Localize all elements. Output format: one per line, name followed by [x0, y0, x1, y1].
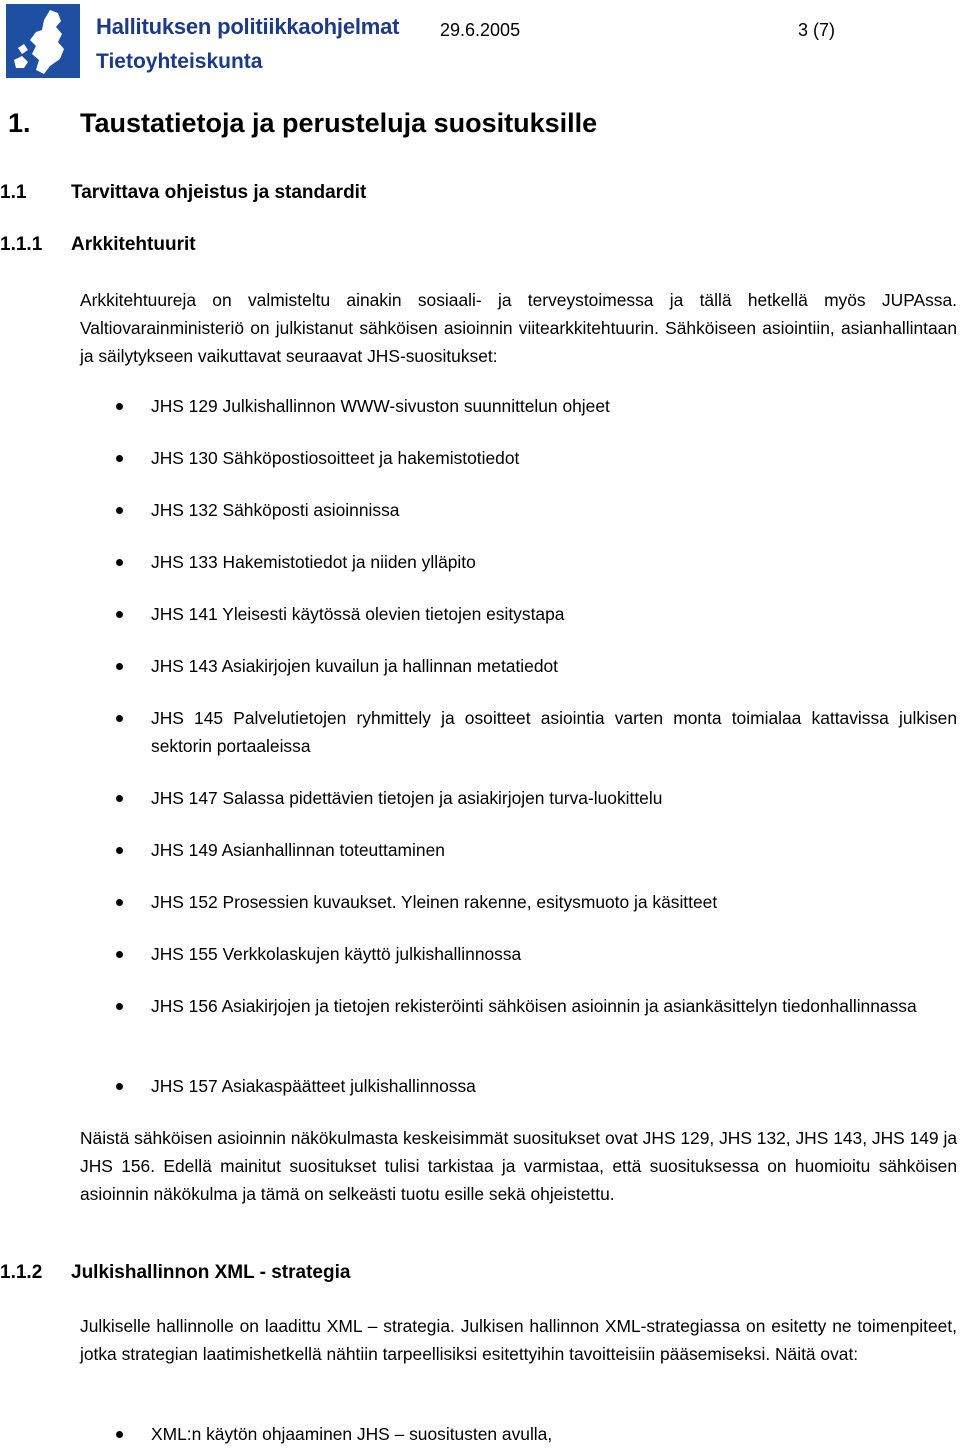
list-item: [151, 444, 957, 472]
list-item: [151, 836, 957, 864]
section-number: 1.1.2: [0, 1262, 43, 1283]
section-title: Tarvittava ohjeistus ja standardit: [71, 182, 367, 203]
bullet-icon: [116, 899, 123, 906]
list-item-text: JHS 157 Asiakaspäätteet julkishallinnossa: [151, 1076, 476, 1096]
list-item: [151, 1072, 957, 1100]
list-item: [151, 940, 957, 968]
list-item: [151, 496, 957, 524]
bullet-icon: [116, 847, 123, 854]
list-item: [151, 704, 957, 760]
bullet-icon: [116, 1003, 123, 1010]
document-date: 29.6.2005: [440, 20, 521, 40]
section-title: Taustatietoja ja perusteluja suosituksille: [80, 108, 598, 138]
government-logo-icon: [6, 4, 80, 78]
xml-strategy-paragraph: Julkiselle hallinnolle on laadittu XML – strategia. Julkisen hallinnon XML-strategiassa on esitetty ne toimenpiteet, jotka strategian laatimishetkellä nähtiin tarpeellisiksi esitettyihin tavoitteisiin pääsemiseksi. Näitä ovat:: [80, 1316, 957, 1364]
bullet-icon: [116, 715, 123, 722]
list-item: [151, 548, 957, 576]
bullet-icon: [116, 403, 123, 410]
list-item-text: JHS 156 Asiakirjojen ja tietojen rekisteröinti sähköisen asioinnin ja asiankäsittelyn tiedonhallinnassa: [151, 996, 917, 1016]
list-item-text: JHS 143 Asiakirjojen kuvailun ja hallinnan metatiedot: [151, 656, 558, 676]
list-item: [151, 652, 957, 680]
document-header: [0, 0, 960, 84]
org-name-line2: Tietoyhteiskunta: [96, 50, 263, 73]
bullet-icon: [116, 559, 123, 566]
section-number: 1.1: [0, 182, 27, 203]
bullet-icon: [116, 507, 123, 514]
architectures-summary-paragraph: Näistä sähköisen asioinnin näkökulmasta keskeisimmät suositukset ovat JHS 129, JHS 132, JHS 143, JHS 149 ja JHS 156. Edellä mainitut suositukset tulisi tarkistaa ja varmistaa, että suosituksessa on huomioitu sähköisen asioinnin näkökulma ja tämä on selkeästi tuotu esille sekä ohjeistettu.: [80, 1128, 957, 1204]
page-number: 3 (7): [798, 20, 836, 40]
list-item: [151, 992, 957, 1020]
section-number: 1.1.1: [0, 234, 43, 255]
list-item-text: JHS 149 Asianhallinnan toteuttaminen: [151, 840, 445, 860]
bullet-icon: [116, 455, 123, 462]
bullet-icon: [116, 663, 123, 670]
list-item-text: XML:n käytön ohjaaminen JHS – suositusten avulla,: [151, 1424, 553, 1444]
list-item: [151, 600, 957, 628]
section-title: Arkkitehtuurit: [71, 234, 196, 255]
list-item-text: JHS 145 Palvelutietojen ryhmittely ja osoitteet asiointia varten monta toimialaa kattavissa julkisen sektorin portaaleissa: [151, 708, 957, 756]
org-name-line1: Hallituksen politiikkaohjelmat: [96, 14, 400, 39]
list-item-text: JHS 130 Sähköpostiosoitteet ja hakemistotiedot: [151, 448, 520, 468]
list-item: [151, 784, 957, 812]
list-item: [151, 392, 957, 420]
bullet-icon: [116, 951, 123, 958]
architectures-intro-paragraph: Arkkitehtuureja on valmisteltu ainakin sosiaali- ja terveystoimessa ja tällä hetkellä myös JUPAssa. Valtiovarainministeriö on julkistanut sähköisen asioinnin viitearkkitehtuurin. Sähköiseen asiointiin, asianhallintaan ja säilytykseen vaikuttavat seuraavat JHS-suositukset:: [80, 290, 957, 366]
list-item-text: JHS 152 Prosessien kuvaukset. Yleinen rakenne, esitysmuoto ja käsitteet: [151, 892, 718, 912]
list-item-text: JHS 147 Salassa pidettävien tietojen ja asiakirjojen turva-luokittelu: [151, 788, 663, 808]
list-item-text: JHS 141 Yleisesti käytössä olevien tietojen esitystapa: [151, 604, 565, 624]
section-number: 1.: [8, 108, 31, 138]
list-item: [151, 888, 957, 916]
bullet-icon: [116, 795, 123, 802]
list-item-text: JHS 155 Verkkolaskujen käyttö julkishallinnossa: [151, 944, 522, 964]
bullet-icon: [116, 1083, 123, 1090]
list-item-text: JHS 133 Hakemistotiedot ja niiden ylläpito: [151, 552, 476, 572]
list-item-text: JHS 132 Sähköposti asioinnissa: [151, 500, 400, 520]
section-title: Julkishallinnon XML - strategia: [71, 1262, 351, 1283]
list-item-text: JHS 129 Julkishallinnon WWW-sivuston suunnittelun ohjeet: [151, 396, 610, 416]
bullet-icon: [116, 1431, 123, 1438]
bullet-icon: [116, 611, 123, 618]
